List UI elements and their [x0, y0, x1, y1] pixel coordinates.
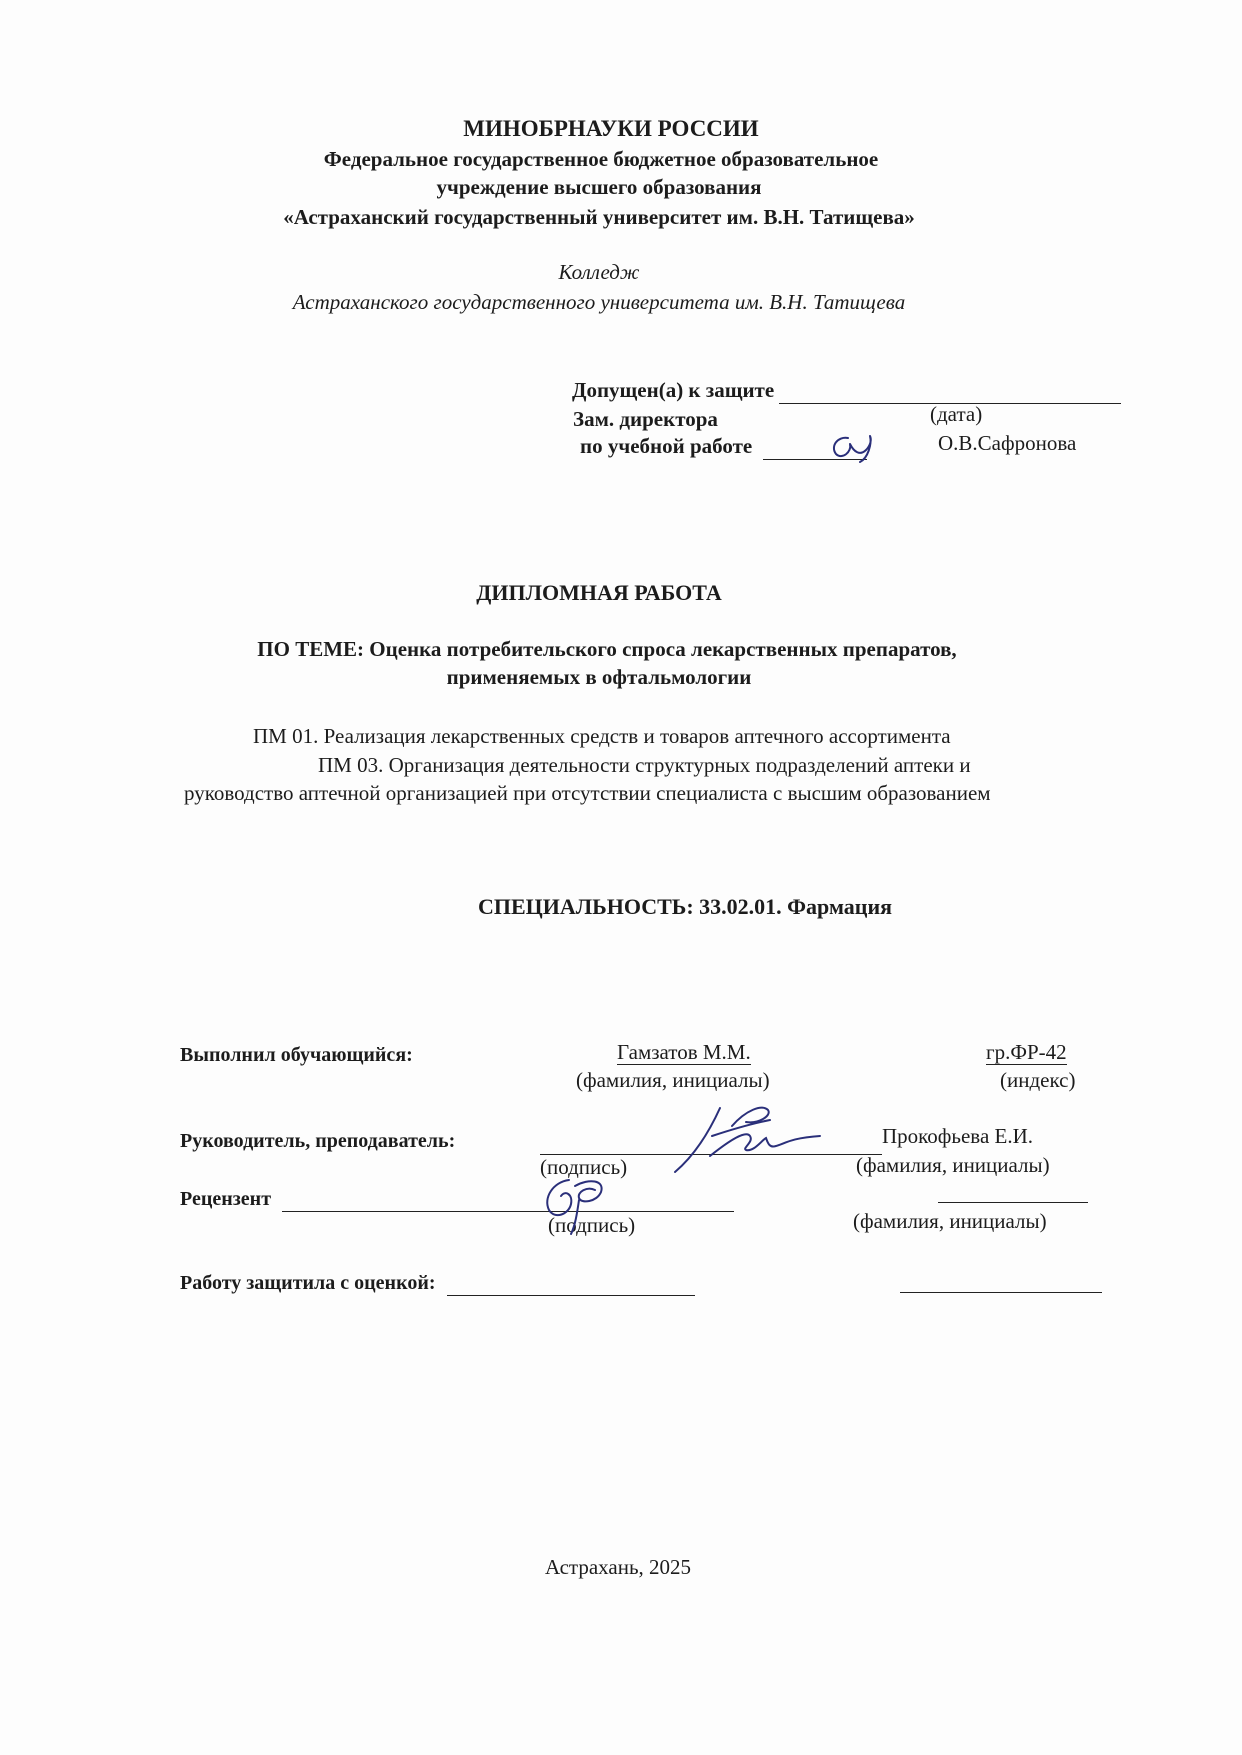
supervisor-name: Прокофьева Е.И. — [882, 1124, 1034, 1148]
topic-line-1: ПО ТЕМЕ: Оценка потребительского спроса лекарственных препаратов, — [257, 637, 957, 661]
reviewer-text: Рецензент — [180, 1188, 272, 1210]
city-year: Астрахань, 2025 — [544, 1555, 692, 1579]
org-line-2: учреждение высшего образования — [436, 175, 762, 199]
module-pm03-line-1: ПМ 03. Организация деятельности структурных подразделений аптеки и — [318, 753, 971, 777]
org-line-1: Федеральное государственное бюджетное образовательное — [323, 147, 879, 171]
student-name: Гамзатов М.М. — [617, 1040, 751, 1064]
ministry-heading: МИНОБРНАУКИ РОССИИ — [463, 116, 759, 141]
date-blank — [779, 378, 1121, 404]
reviewer-signature-image — [535, 1170, 625, 1240]
academic-text: по учебной работе — [580, 434, 753, 458]
admitted-label — [572, 378, 1121, 404]
supervisor-name-caption: (фамилия, инициалы) — [856, 1153, 1050, 1177]
work-type-title: ДИПЛОМНАЯ РАБОТА — [476, 580, 722, 605]
grade-signature-blank — [900, 1270, 1102, 1293]
group-caption: (индекс) — [1000, 1068, 1076, 1092]
topic-line-2: применяемых в офтальмологии — [446, 665, 752, 689]
deputy-name: О.В.Сафронова — [938, 431, 1077, 455]
module-pm01: ПМ 01. Реализация лекарственных средств и товаров аптечного ассортимента — [253, 724, 951, 748]
grade-blank — [447, 1272, 695, 1296]
defense-text: Работу защитила с оценкой: — [180, 1272, 436, 1294]
student-name-caption: (фамилия, инициалы) — [576, 1068, 770, 1092]
student-group: гр.ФР-42 — [986, 1040, 1067, 1064]
reviewer-signature-blank — [282, 1188, 734, 1212]
defense-label — [180, 1272, 695, 1296]
reviewer-name-blank — [938, 1180, 1088, 1203]
deputy-label: Зам. директора — [573, 407, 718, 431]
student-label: Выполнил обучающийся: — [180, 1044, 413, 1066]
module-pm03-line-2: руководство аптечной организацией при отсутствии специалиста с высшим образованием — [184, 781, 991, 805]
date-caption: (дата) — [930, 402, 983, 426]
reviewer-name-caption: (фамилия, инициалы) — [853, 1209, 1047, 1233]
college-line-1: Колледж — [558, 260, 640, 284]
reviewer-label — [180, 1188, 734, 1212]
supervisor-sign-caption: (подпись) — [540, 1155, 628, 1179]
supervisor-signature-image — [650, 1100, 850, 1180]
university-name: «Астраханский государственный университет им. В.Н. Татищева» — [283, 205, 915, 229]
supervisor-label: Руководитель, преподаватель: — [180, 1130, 456, 1152]
admitted-text: Допущен(а) к защите — [572, 378, 775, 402]
deputy-signature-image — [820, 430, 900, 466]
specialty-line: СПЕЦИАЛЬНОСТЬ: 33.02.01. Фармация — [478, 894, 893, 919]
reviewer-sign-caption: (подпись) — [548, 1213, 636, 1237]
college-line-2: Астраханского государственного университета им. В.Н. Татищева — [292, 290, 906, 314]
